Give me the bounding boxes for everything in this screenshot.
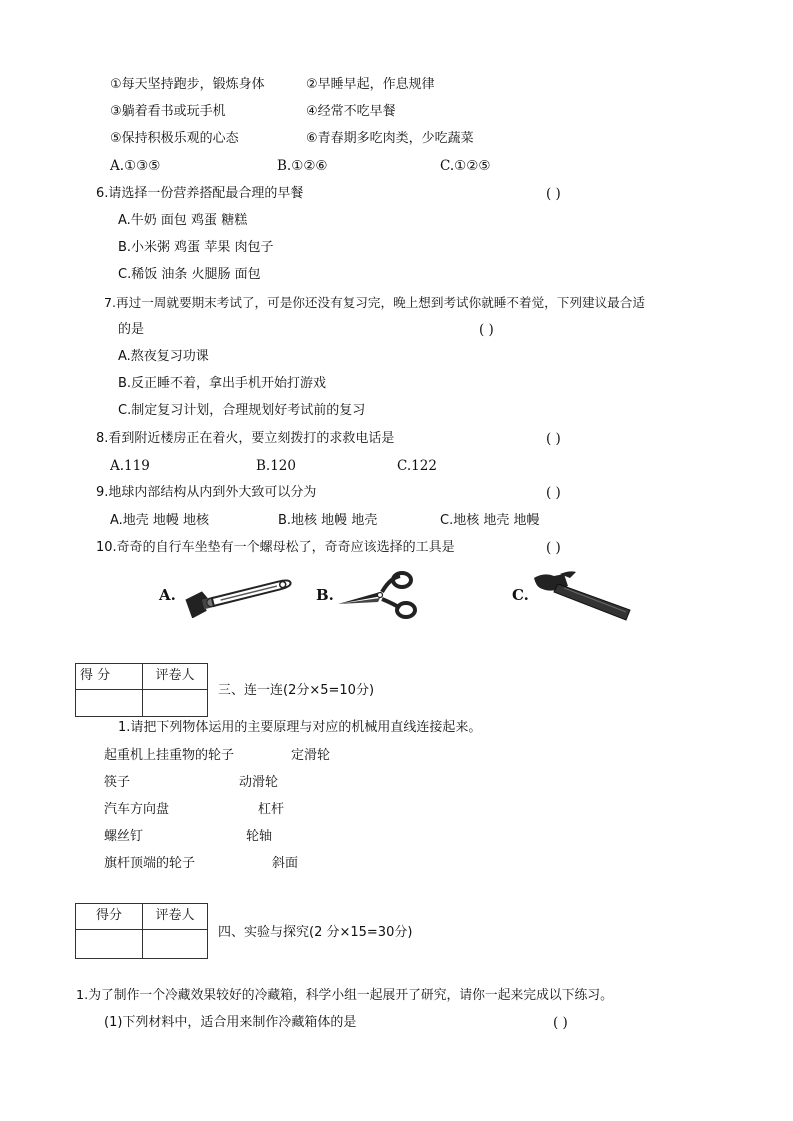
- grader-cell[interactable]: [143, 930, 208, 959]
- score-label: 得 分: [76, 664, 143, 690]
- q7-option-c: C.制定复习计划，合理规划好考试前的复习: [118, 403, 366, 418]
- match-left-5[interactable]: 旗杆顶端的轮子: [104, 856, 196, 871]
- wrench-icon: [180, 572, 302, 618]
- score-cell[interactable]: [76, 930, 143, 959]
- section4-score-table: [75, 903, 208, 959]
- match-left-4[interactable]: 螺丝钉: [104, 829, 144, 844]
- match-right-3[interactable]: 杠杆: [258, 802, 285, 817]
- q5-choice-c: C.①②⑤: [440, 158, 491, 174]
- grader-label: 评卷人: [143, 664, 208, 690]
- match-left-3[interactable]: 汽车方向盘: [104, 802, 170, 817]
- q8-option-c: C.122: [397, 458, 437, 474]
- q7-option-a: A.熬夜复习功课: [118, 349, 209, 364]
- q10-answer-paren: ( ): [546, 540, 561, 556]
- q10-option-a-label: A.: [159, 586, 176, 604]
- q9-option-b: B.地核 地幔 地壳: [278, 513, 378, 528]
- q8-answer-paren: ( ): [546, 431, 561, 447]
- q5-option-4: ④经常不吃早餐: [306, 104, 396, 119]
- q10-stem: 10.奇奇的自行车坐垫有一个螺母松了，奇奇应该选择的工具是: [96, 540, 455, 555]
- q5-option-6: ⑥青春期多吃肉类，少吃蔬菜: [306, 131, 474, 146]
- q5-option-2: ②早睡早起，作息规律: [306, 77, 435, 92]
- section4-question-1-1: (1)下列材料中，适合用来制作冷藏箱体的是: [104, 1015, 357, 1030]
- match-right-2[interactable]: 动滑轮: [239, 775, 279, 790]
- q5-option-3: ③躺着看书或玩手机: [110, 104, 226, 119]
- section3-title: 三、连一连(2分×5=10分): [218, 683, 375, 698]
- match-right-4[interactable]: 轮轴: [246, 829, 273, 844]
- q9-option-c: C.地核 地壳 地幔: [440, 513, 540, 528]
- q7-option-b: B.反正睡不着，拿出手机开始打游戏: [118, 376, 327, 391]
- q6-option-a: A.牛奶 面包 鸡蛋 糖糕: [118, 213, 248, 228]
- hammer-icon: [530, 570, 636, 624]
- q7-stem-line2: 的是: [118, 322, 145, 337]
- q5-choice-b: B.①②⑥: [277, 158, 328, 174]
- grader-cell[interactable]: [143, 690, 208, 717]
- section3-score-table: [75, 663, 208, 717]
- match-right-5[interactable]: 斜面: [272, 856, 299, 871]
- section4-question-1: 1.为了制作一个冷藏效果较好的冷藏箱，科学小组一起展开了研究，请你一起来完成以下练习。: [76, 988, 613, 1003]
- q10-option-c-label: C.: [512, 586, 529, 604]
- q5-option-1: ①每天坚持跑步，锻炼身体: [110, 77, 265, 92]
- q9-option-a: A.地壳 地幔 地核: [110, 513, 210, 528]
- q5-option-5: ⑤保持积极乐观的心态: [110, 131, 239, 146]
- section4-title: 四、实验与探究(2 分×15=30分): [218, 925, 413, 940]
- q6-stem: 6.请选择一份营养搭配最合理的早餐: [96, 186, 304, 201]
- match-left-2[interactable]: 筷子: [104, 775, 131, 790]
- q7-answer-paren: ( ): [479, 322, 494, 338]
- q7-stem-line1: 7.再过一周就要期末考试了，可是你还没有复习完，晚上想到考试你就睡不着觉，下列建议最合适: [104, 295, 645, 310]
- score-cell[interactable]: [76, 690, 143, 717]
- grader-label: 评卷人: [143, 904, 208, 930]
- match-right-1[interactable]: 定滑轮: [291, 748, 331, 763]
- q6-option-b: B.小米粥 鸡蛋 苹果 肉包子: [118, 240, 274, 255]
- q8-option-a: A.119: [110, 458, 150, 474]
- q6-option-c: C.稀饭 油条 火腿肠 面包: [118, 267, 261, 282]
- q8-option-b: B.120: [256, 458, 296, 474]
- q9-stem: 9.地球内部结构从内到外大致可以分为: [96, 485, 317, 500]
- section3-instruction: 1.请把下列物体运用的主要原理与对应的机械用直线连接起来。: [118, 720, 482, 735]
- q8-stem: 8.看到附近楼房正在着火，要立刻拨打的求救电话是: [96, 431, 395, 446]
- scissors-icon: [336, 568, 418, 620]
- q5-choice-a: A.①③⑤: [110, 158, 161, 174]
- q9-answer-paren: ( ): [546, 485, 561, 501]
- score-label: 得分: [76, 904, 143, 930]
- q10-option-b-label: B.: [316, 586, 334, 604]
- section4-answer-paren: ( ): [553, 1015, 568, 1031]
- q6-answer-paren: ( ): [546, 186, 561, 202]
- match-left-1[interactable]: 起重机上挂重物的轮子: [104, 748, 235, 763]
